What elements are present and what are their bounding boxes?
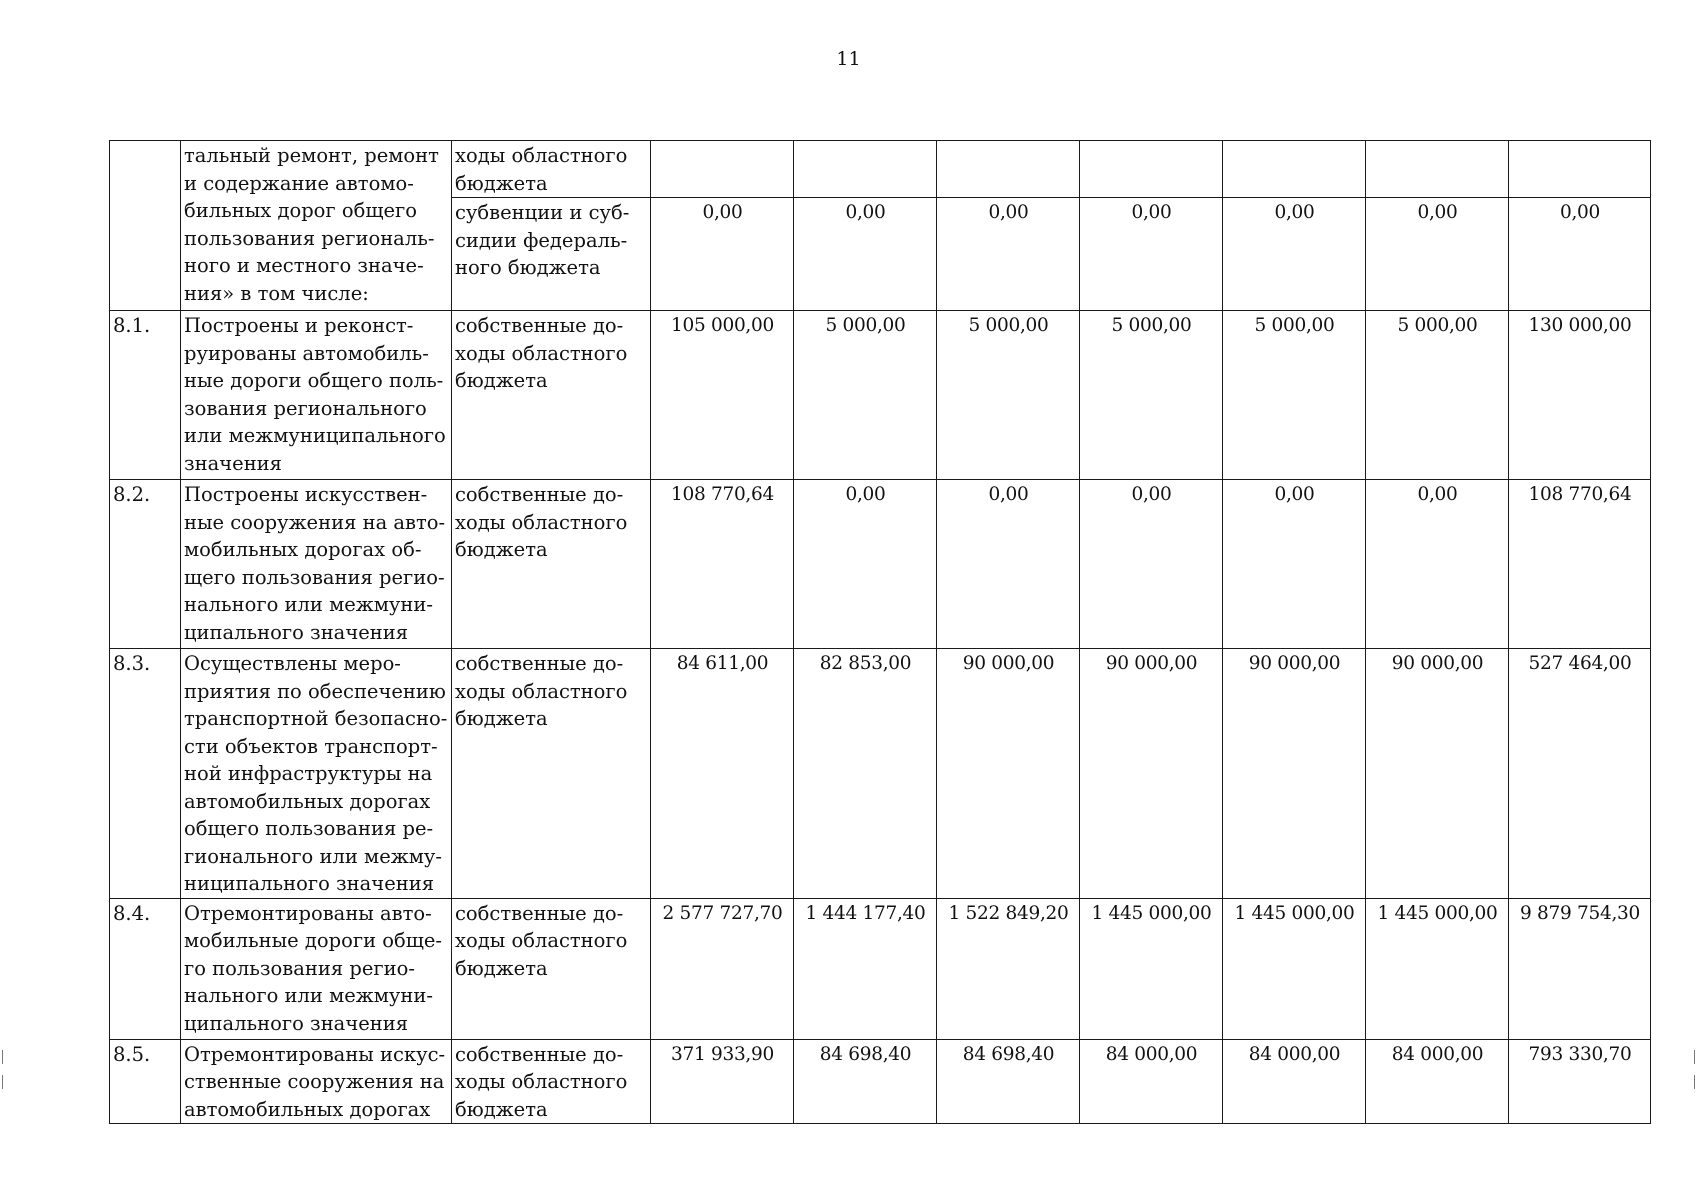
value-cell: 90 000,00 xyxy=(1223,649,1366,899)
row-index-cell xyxy=(110,141,181,311)
funding-source-cell xyxy=(452,141,651,198)
value-cell: 5 000,00 xyxy=(794,311,937,480)
funding-source-line: собственные до- xyxy=(455,652,624,675)
value-cell: 9 879 754,30 xyxy=(1509,898,1651,1039)
value-cell: 371 933,90 xyxy=(651,1039,794,1124)
description-line: ного и местного значе- xyxy=(184,254,424,277)
description-line: транспортной безопасно- xyxy=(184,707,448,730)
description-cell xyxy=(181,141,452,311)
funding-source-line: ходы областного xyxy=(455,144,628,167)
funding-source-line: субвенции и суб- xyxy=(455,201,630,224)
value-cell: 84 000,00 xyxy=(1366,1039,1509,1124)
value-cell: 0,00 xyxy=(1509,198,1651,311)
description-line: гионального или межму- xyxy=(184,844,442,868)
funding-source-cell xyxy=(452,1039,651,1124)
value-cell: 1 445 000,00 xyxy=(1080,898,1223,1039)
description-line: значения xyxy=(184,451,282,475)
funding-source-line: сидии федераль- xyxy=(455,228,628,252)
description-line: нального или межмуни- xyxy=(184,984,433,1007)
description-cell xyxy=(181,898,452,1039)
value-cell: 527 464,00 xyxy=(1509,649,1651,899)
value-cell xyxy=(651,141,794,198)
value-cell: 0,00 xyxy=(1080,198,1223,311)
description-line: ные дороги общего поль- xyxy=(184,369,444,392)
row-index-cell: 8.1. xyxy=(110,311,181,480)
row-index-cell: 8.2. xyxy=(110,480,181,649)
description-line: приятия по обеспечению xyxy=(184,679,446,703)
value-cell: 90 000,00 xyxy=(937,649,1080,899)
funding-source-line: собственные до- xyxy=(455,901,624,925)
table-row xyxy=(110,898,1651,1039)
description-line: ной инфраструктуры на xyxy=(184,762,433,785)
value-cell: 0,00 xyxy=(937,480,1080,649)
funding-source-line: бюджета xyxy=(455,369,548,392)
description-line: ципального значения xyxy=(184,1011,409,1035)
table-body xyxy=(110,141,1651,1124)
page-number: 11 xyxy=(836,48,861,70)
description-line: го пользования регио- xyxy=(184,956,415,980)
funding-source-line: ходы областного xyxy=(455,679,628,703)
description-line: ципального значения xyxy=(184,620,409,644)
value-cell: 0,00 xyxy=(937,198,1080,311)
funding-source-cell xyxy=(452,649,651,899)
value-cell: 5 000,00 xyxy=(1223,311,1366,480)
value-cell: 793 330,70 xyxy=(1509,1039,1651,1124)
table-row xyxy=(110,649,1651,899)
description-line: нального или межмуни- xyxy=(184,593,433,616)
description-line: или межмуниципального xyxy=(184,424,446,447)
description-line: Отремонтированы авто- xyxy=(184,901,432,925)
description-line: ниципального значения xyxy=(184,872,435,895)
value-cell: 90 000,00 xyxy=(1366,649,1509,899)
value-cell: 0,00 xyxy=(1223,480,1366,649)
value-cell: 0,00 xyxy=(1080,480,1223,649)
description-line: зования регионального xyxy=(184,396,427,420)
funding-source-line: ного бюджета xyxy=(455,256,601,279)
funding-source-line: бюджета xyxy=(455,956,548,980)
funding-source-line: собственные до- xyxy=(455,1042,624,1066)
value-cell: 0,00 xyxy=(794,480,937,649)
table-row xyxy=(110,141,1651,198)
description-line: руированы автомобиль- xyxy=(184,341,429,365)
description-line: щего пользования регио- xyxy=(184,565,445,589)
value-cell: 82 853,00 xyxy=(794,649,937,899)
funding-source-line: ходы областного xyxy=(455,929,628,952)
funding-source-line: ходы областного xyxy=(455,1070,628,1093)
scan-edge-mark xyxy=(1694,1050,1695,1064)
value-cell: 130 000,00 xyxy=(1509,311,1651,480)
row-index-cell: 8.3. xyxy=(110,649,181,899)
funding-source-line: ходы областного xyxy=(455,341,628,365)
value-cell: 0,00 xyxy=(651,198,794,311)
scan-edge-mark xyxy=(2,1075,3,1089)
scan-edge-mark xyxy=(1694,1075,1695,1089)
description-cell xyxy=(181,1039,452,1124)
table-row xyxy=(110,311,1651,480)
value-cell: 5 000,00 xyxy=(1366,311,1509,480)
description-line: Построены и реконст- xyxy=(184,314,414,337)
description-line: бильных дорог общего xyxy=(184,199,417,222)
description-line: ния» в том числе: xyxy=(184,281,369,305)
description-line: мобильных дорогах об- xyxy=(184,538,422,561)
funding-source-line: бюджета xyxy=(455,538,548,561)
value-cell: 0,00 xyxy=(794,198,937,311)
value-cell xyxy=(1223,141,1366,198)
value-cell: 108 770,64 xyxy=(1509,480,1651,649)
description-line: сти объектов транспорт- xyxy=(184,734,438,758)
row-index-cell: 8.4. xyxy=(110,898,181,1039)
value-cell xyxy=(794,141,937,198)
funding-source-line: ходы областного xyxy=(455,510,628,534)
funding-source-cell xyxy=(452,198,651,311)
value-cell: 0,00 xyxy=(1366,480,1509,649)
value-cell: 1 522 849,20 xyxy=(937,898,1080,1039)
value-cell: 0,00 xyxy=(1366,198,1509,311)
description-line: мобильные дороги обще- xyxy=(184,929,443,952)
description-line: и содержание автомо- xyxy=(184,171,414,195)
description-line: тальный ремонт, ремонт xyxy=(184,144,439,167)
description-line: Осуществлены меро- xyxy=(184,652,401,675)
row-index-cell: 8.5. xyxy=(110,1039,181,1124)
funding-source-cell xyxy=(452,898,651,1039)
funding-source-line: бюджета xyxy=(455,1097,548,1121)
value-cell: 1 445 000,00 xyxy=(1366,898,1509,1039)
description-line: ственные сооружения на xyxy=(184,1070,445,1093)
description-line: ные сооружения на авто- xyxy=(184,510,446,534)
value-cell: 84 611,00 xyxy=(651,649,794,899)
value-cell: 90 000,00 xyxy=(1080,649,1223,899)
description-line: автомобильных дорогах xyxy=(184,789,431,813)
description-cell xyxy=(181,649,452,899)
value-cell: 1 445 000,00 xyxy=(1223,898,1366,1039)
table-row xyxy=(110,1039,1651,1124)
table-row xyxy=(110,480,1651,649)
budget-table xyxy=(109,140,1651,1124)
scan-edge-mark xyxy=(2,1050,3,1064)
value-cell: 0,00 xyxy=(1223,198,1366,311)
value-cell xyxy=(1080,141,1223,198)
value-cell: 84 698,40 xyxy=(794,1039,937,1124)
funding-source-line: бюджета xyxy=(455,707,548,730)
funding-source-cell xyxy=(452,311,651,480)
value-cell: 84 000,00 xyxy=(1080,1039,1223,1124)
description-line: общего пользования ре- xyxy=(184,817,434,840)
description-line: Построены искусствен- xyxy=(184,483,428,506)
value-cell: 1 444 177,40 xyxy=(794,898,937,1039)
description-line: Отремонтированы искус- xyxy=(184,1042,446,1066)
value-cell xyxy=(1509,141,1651,198)
value-cell: 105 000,00 xyxy=(651,311,794,480)
funding-source-cell xyxy=(452,480,651,649)
value-cell: 84 000,00 xyxy=(1223,1039,1366,1124)
description-cell xyxy=(181,311,452,480)
description-line: автомобильных дорогах xyxy=(184,1097,431,1121)
value-cell: 84 698,40 xyxy=(937,1039,1080,1124)
description-cell xyxy=(181,480,452,649)
funding-source-line: бюджета xyxy=(455,171,548,195)
description-line: пользования региональ- xyxy=(184,226,435,250)
funding-source-line: собственные до- xyxy=(455,483,624,506)
value-cell: 2 577 727,70 xyxy=(651,898,794,1039)
funding-source-line: собственные до- xyxy=(455,314,624,337)
value-cell xyxy=(937,141,1080,198)
value-cell xyxy=(1366,141,1509,198)
value-cell: 5 000,00 xyxy=(1080,311,1223,480)
value-cell: 5 000,00 xyxy=(937,311,1080,480)
value-cell: 108 770,64 xyxy=(651,480,794,649)
